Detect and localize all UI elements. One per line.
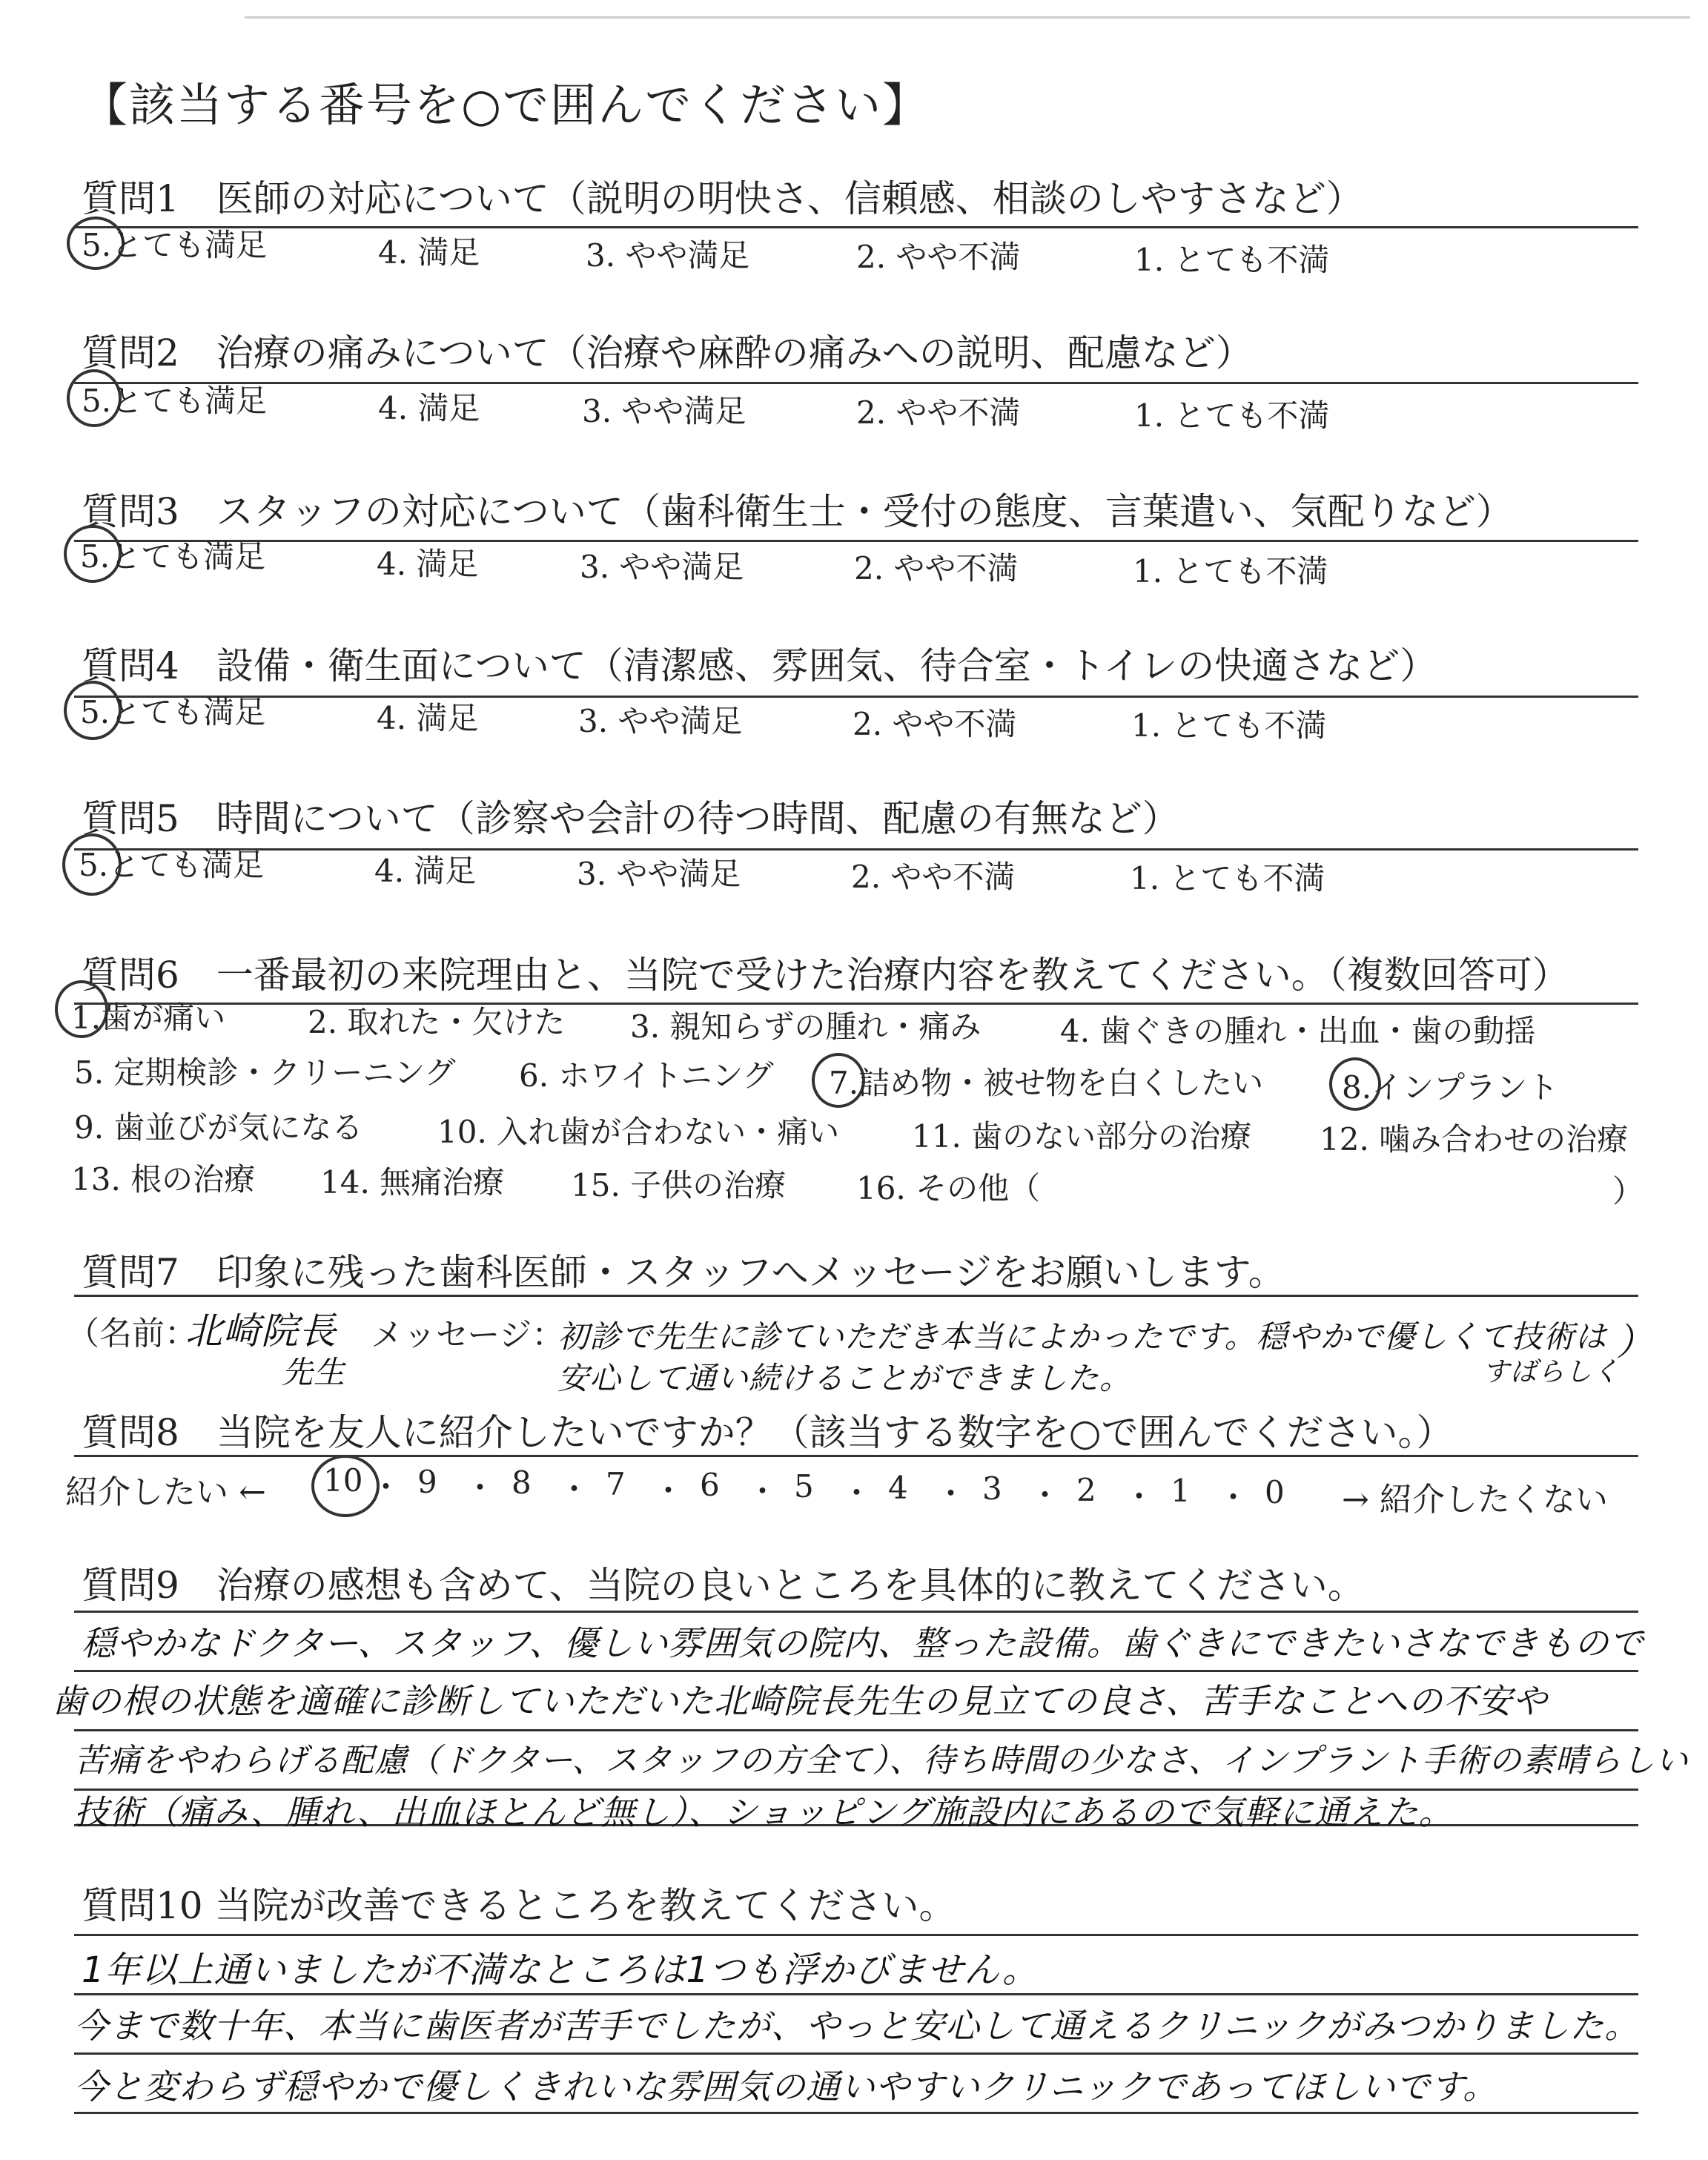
question-2-rule xyxy=(74,382,1638,384)
q9-answer-line-4: 技術（痛み、腫れ、出血ほとんど無し）、ショッピング施設内にあるので気軽に通えた。 xyxy=(74,1792,1454,1832)
question-5-rule xyxy=(74,848,1638,851)
q2-option-1[interactable]: 1. とても不満 xyxy=(1134,397,1330,434)
q8-scale-value-9[interactable]: 9 xyxy=(417,1463,437,1500)
q6-option-14[interactable]: 14. 無痛治療 xyxy=(320,1164,505,1200)
question-10-text: 質問10 当院が改善できるところを教えてください。 xyxy=(82,1884,956,1927)
q8-scale-separator: ・ xyxy=(652,1472,684,1509)
q10-answer-line-1: 1年以上通いましたが不満なところは1つも浮かびません。 xyxy=(82,1949,1039,1991)
question-1-text: 質問1 医師の対応について（説明の明快さ、信頼感、相談のしやすさなど） xyxy=(82,177,1363,220)
q8-scale-value-6[interactable]: 6 xyxy=(700,1467,720,1504)
question-5-text: 質問5 時間について（診察や会計の待つ時間、配慮の有無など） xyxy=(82,797,1179,840)
q8-scale-value-3[interactable]: 3 xyxy=(982,1470,1002,1507)
question-6-text: 質問6 一番最初の来院理由と、当院で受けた治療内容を教えてください。（複数回答可） xyxy=(82,954,1569,997)
q7-name-label: （名前： xyxy=(67,1315,197,1353)
q4-option-2[interactable]: 2. やや不満 xyxy=(853,706,1017,742)
q8-scale-value-7[interactable]: 7 xyxy=(606,1465,626,1502)
q6-option-1[interactable]: 1.歯が痛い xyxy=(71,1000,226,1036)
q2-option-2[interactable]: 2. やや不満 xyxy=(856,394,1021,431)
q8-scale-value-5[interactable]: 5 xyxy=(794,1468,814,1505)
q5-option-1[interactable]: 1. とても不満 xyxy=(1130,860,1325,896)
q5-option-3[interactable]: 3. やや満足 xyxy=(577,856,741,892)
q10-line-3 xyxy=(74,2052,1638,2055)
q3-option-1[interactable]: 1. とても不満 xyxy=(1133,553,1328,589)
q5-option-5[interactable]: 5.とても満足 xyxy=(79,847,265,883)
q2-option-3[interactable]: 3. やや満足 xyxy=(582,393,747,429)
q6-option-12[interactable]: 12. 噛み合わせの治療 xyxy=(1320,1121,1629,1157)
q8-scale-value-2[interactable]: 2 xyxy=(1076,1471,1096,1508)
q6-option-13[interactable]: 13. 根の治療 xyxy=(71,1161,256,1198)
q3-option-4[interactable]: 4. 満足 xyxy=(377,546,479,582)
q6-other-close-paren: ） xyxy=(1612,1173,1644,1209)
q10-answer-line-3: 今と変わらず穏やかで優しくきれいな雰囲気の通いやすいクリニックであってほしいです。 xyxy=(74,2067,1498,2107)
q8-scale-separator: ・ xyxy=(1217,1479,1249,1516)
q8-scale-separator: ・ xyxy=(370,1468,402,1505)
q6-option-3[interactable]: 3. 親知らずの腫れ・痛み xyxy=(630,1008,982,1045)
q6-option-6[interactable]: 6. ホワイトニング xyxy=(519,1057,774,1094)
page-title: 【該当する番号を○で囲んでください】 xyxy=(82,78,930,132)
q6-option-16[interactable]: 16. その他（ xyxy=(856,1170,1041,1206)
q10-line-2 xyxy=(74,1993,1638,1995)
q9-answer-line-3: 苦痛をやわらげる配慮（ドクター、スタッフの方全て）、待ち時間の少なさ、インプラント手術の素晴らしい xyxy=(74,1742,1689,1780)
q8-scale-separator: ・ xyxy=(747,1473,778,1510)
q5-option-2[interactable]: 2. やや不満 xyxy=(851,859,1016,895)
q6-option-5[interactable]: 5. 定期検診・クリーニング xyxy=(74,1054,456,1091)
q8-scale-value-10[interactable]: 10 xyxy=(323,1462,363,1499)
q8-scale-separator: ・ xyxy=(935,1476,967,1513)
q7-message-label: メッセージ： xyxy=(371,1316,565,1354)
q8-scale-separator: ・ xyxy=(464,1470,496,1507)
q1-option-2[interactable]: 2. やや不満 xyxy=(856,239,1021,275)
question-4-rule xyxy=(74,696,1638,698)
q8-scale-value-4[interactable]: 4 xyxy=(888,1469,908,1506)
q6-option-4[interactable]: 4. 歯ぐきの腫れ・出血・歯の動揺 xyxy=(1060,1013,1536,1049)
q8-right-label: → 紹介したくない xyxy=(1342,1481,1608,1519)
q10-answer-line-2: 今まで数十年、本当に歯医者が苦手でしたが、やっと安心して通えるクリニックがみつかりました。 xyxy=(74,2006,1640,2046)
question-1-rule xyxy=(74,226,1638,228)
q4-option-1[interactable]: 1. とても不満 xyxy=(1131,707,1327,744)
question-7-text: 質問7 印象に残った歯科医師・スタッフへメッセージをお願いします。 xyxy=(82,1251,1285,1294)
q6-option-10[interactable]: 10. 入れ歯が合わない・痛い xyxy=(437,1114,840,1150)
q6-option-2[interactable]: 2. 取れた・欠けた xyxy=(308,1004,566,1040)
q6-option-8[interactable]: 8.インプラント xyxy=(1342,1069,1559,1106)
q9-line-1 xyxy=(74,1611,1638,1613)
q4-option-4[interactable]: 4. 満足 xyxy=(377,700,479,736)
q9-line-3 xyxy=(74,1729,1638,1731)
question-4-text: 質問4 設備・衛生面について（清潔感、雰囲気、待合室・トイレの快適さなど） xyxy=(82,644,1437,687)
q9-answer-line-1: 穏やかなドクター、スタッフ、優しい雰囲気の院内、整った設備。歯ぐきにできたいさなできもので xyxy=(82,1623,1644,1663)
q4-option-3[interactable]: 3. やや満足 xyxy=(578,703,743,739)
q8-scale-separator: ・ xyxy=(1029,1477,1061,1513)
question-2-text: 質問2 治療の痛みについて（治療や麻酔の痛みへの説明、配慮など） xyxy=(82,331,1253,374)
q3-option-3[interactable]: 3. やや満足 xyxy=(580,549,744,585)
q10-line-1 xyxy=(74,1934,1638,1936)
q1-option-1[interactable]: 1. とても不満 xyxy=(1134,242,1330,278)
question-8-rule xyxy=(74,1455,1638,1457)
top-border-line xyxy=(245,16,1690,19)
q9-line-2 xyxy=(74,1670,1638,1672)
q7-message-line-1: 初診で先生に診ていただき本当によかったです。穏やかで優しくて技術は xyxy=(557,1318,1607,1355)
question-9-text: 質問9 治療の感想も含めて、当院の良いところを具体的に教えてください。 xyxy=(82,1564,1365,1607)
question-3-text: 質問3 スタッフの対応について（歯科衛生士・受付の態度、言葉遣い、気配りなど） xyxy=(82,490,1513,533)
q7-message-end: ） xyxy=(1616,1321,1654,1364)
question-3-rule xyxy=(74,540,1638,542)
q6-option-11[interactable]: 11. 歯のない部分の治療 xyxy=(912,1118,1252,1155)
q2-option-5[interactable]: 5.とても満足 xyxy=(82,383,268,419)
q1-option-3[interactable]: 3. やや満足 xyxy=(586,237,750,274)
q1-option-5[interactable]: 5.とても満足 xyxy=(82,227,268,263)
q6-option-9[interactable]: 9. 歯並びが気になる xyxy=(74,1109,363,1146)
q9-answer-line-2: 歯の根の状態を適確に診断していただいた北崎院長先生の見立ての良さ、苦手なことへの不安や xyxy=(52,1681,1548,1721)
q10-line-4 xyxy=(74,2112,1638,2114)
q7-message-line-2: 安心して通い続けることができました。 xyxy=(557,1360,1132,1396)
q1-option-4[interactable]: 4. 満足 xyxy=(378,234,480,271)
q3-option-2[interactable]: 2. やや不満 xyxy=(854,550,1019,587)
q8-scale-value-1[interactable]: 1 xyxy=(1171,1473,1191,1510)
q7-name-suffix: 先生 xyxy=(282,1354,346,1390)
q8-scale-separator: ・ xyxy=(558,1471,590,1507)
q7-name-value: 北崎院長 xyxy=(185,1309,337,1353)
q8-scale-separator: ・ xyxy=(841,1474,873,1511)
q5-option-4[interactable]: 4. 満足 xyxy=(374,853,477,889)
q6-option-7[interactable]: 7.詰め物・被せ物を白くしたい xyxy=(829,1065,1264,1101)
q7-message-insert: すばらしく xyxy=(1483,1357,1621,1387)
q8-scale-separator: ・ xyxy=(1123,1478,1155,1515)
q6-option-15[interactable]: 15. 子供の治療 xyxy=(571,1167,787,1203)
q8-left-label: 紹介したい ← xyxy=(65,1473,266,1511)
q2-option-4[interactable]: 4. 満足 xyxy=(378,390,480,426)
q4-option-5[interactable]: 5.とても満足 xyxy=(80,694,266,730)
question-8-text: 質問8 当院を友人に紹介したいですか？（該当する数字を○で囲んでください。） xyxy=(82,1411,1454,1454)
q8-scale-value-8[interactable]: 8 xyxy=(512,1464,532,1502)
question-7-rule xyxy=(74,1295,1638,1297)
q8-scale-value-0[interactable]: 0 xyxy=(1265,1474,1285,1510)
q3-option-5[interactable]: 5.とても満足 xyxy=(80,538,266,575)
